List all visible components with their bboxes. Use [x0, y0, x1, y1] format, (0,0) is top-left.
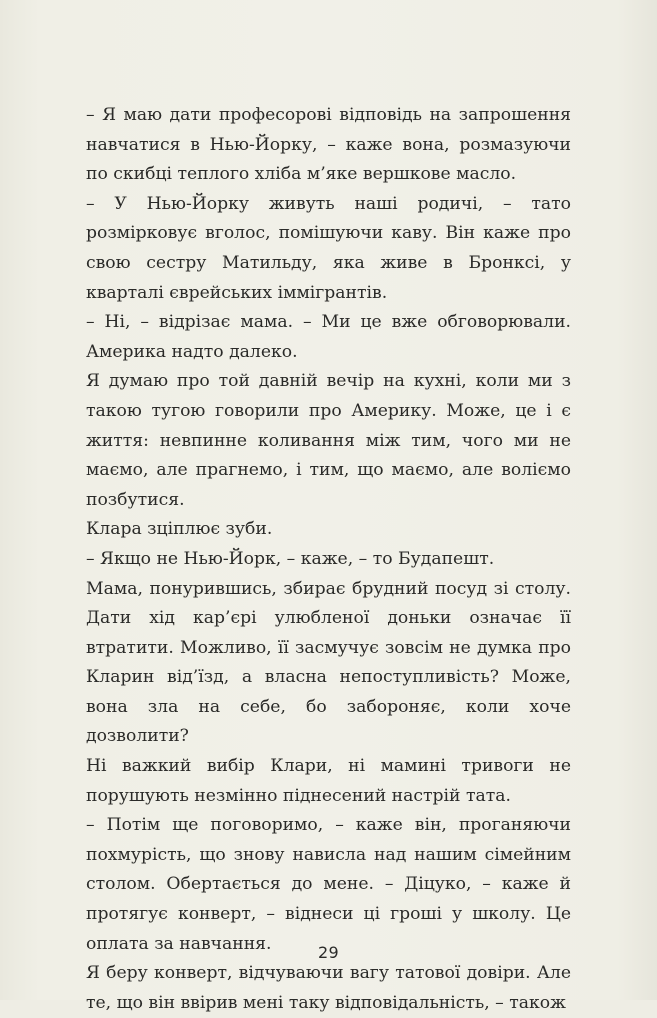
paragraph: – У Нью-Йорку живуть наші родичі, – тато розмірковує вголос, помішуючи каву. Він каже про свою сестру Матильду, яка живе в Бронксі, у кварталі єврейських іммігрантів.	[86, 193, 571, 303]
paragraph: Я думаю про той давній вечір на кухні, коли ми з такою тугою говорили про Америку. Може, це і є життя: невпинне коливання між тим, чого ми не маємо, але прагнемо, і тим, що маємо, але воліємо позбутися.	[86, 371, 571, 510]
paragraph: – Ні, – відрізає мама. – Ми це вже обговорювали. Америка надто далеко.	[86, 312, 571, 362]
paragraph: Мама, понурившись, збирає брудний посуд зі столу. Дати хід кар’єрі улюбленої доньки означає її втратити. Можливо, її засмучує зовсім не думка про Кларин від’їзд, а власна непоступливість? Може, вона зла на себе, бо забороняє, коли хоче дозволити?	[86, 578, 571, 747]
paragraph: Клара зціплює зуби.	[86, 519, 273, 540]
page-number: 29	[318, 943, 339, 962]
paragraph: Я беру конверт, відчуваючи вагу татової довіри. Але те, що він ввірив мені таку відповідальність, – також	[86, 963, 571, 1013]
paragraph: – Якщо не Нью-Йорк, – каже, – то Будапешт.	[86, 548, 495, 569]
paragraph: – Потім ще поговоримо, – каже він, проганяючи похмурість, що знову нависла над нашим сімейним столом. Обертається до мене. – Діцуко, – каже й протягує конверт, – віднеси ці гроші у школу. Це оплата за навчання.	[86, 815, 571, 954]
body-text	[86, 101, 571, 1018]
paragraph: Ні важкий вибір Клари, ні мамині тривоги не порушують незмінно піднесений настрій тата.	[86, 756, 571, 806]
paragraph: – Я маю дати професорові відповідь на запрошення навчатися в Нью-Йорку, – каже вона, розмазуючи по скибці теплого хліба м’яке вершкове масло.	[86, 105, 571, 185]
